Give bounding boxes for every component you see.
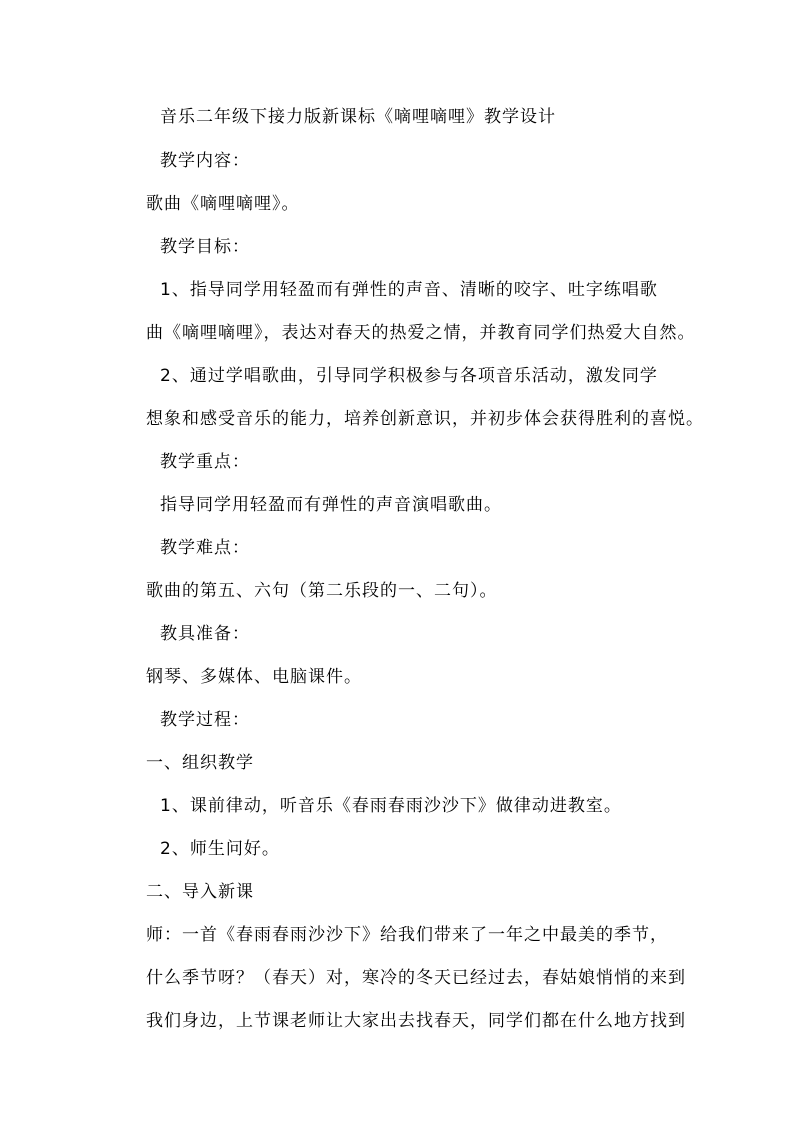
paragraph-line: 什么季节呀？（春天）对，寒冷的冬天已经过去，春姑娘悄悄的来到: [146, 968, 686, 988]
paragraph-line: 师：一首《春雨春雨沙沙下》给我们带来了一年之中最美的季节，: [146, 925, 668, 945]
paragraph-line: 1、课前律动，听音乐《春雨春雨沙沙下》做律动进教室。: [160, 796, 622, 816]
paragraph-line: 歌曲《嘀哩嘀哩》。: [146, 194, 300, 214]
section-heading: 一、组织教学: [146, 753, 254, 773]
section-heading: 二、导入新课: [146, 882, 254, 902]
section-heading: 教学目标：: [160, 237, 250, 257]
section-heading: 教学过程：: [160, 710, 250, 730]
paragraph-line: 2、通过学唱歌曲，引导同学积极参与各项音乐活动，激发同学: [160, 366, 658, 386]
paragraph-line: 2、师生问好。: [160, 839, 280, 859]
paragraph-line: 钢琴、多媒体、电脑课件。: [146, 667, 362, 687]
paragraph-line: 我们身边，上节课老师让大家出去找春天，同学们都在什么地方找到: [146, 1011, 686, 1031]
section-heading: 教学重点：: [160, 452, 250, 472]
paragraph-line: 歌曲的第五、六句（第二乐段的一、二句）。: [146, 581, 498, 601]
paragraph-line: 指导同学用轻盈而有弹性的声音演唱歌曲。: [160, 495, 502, 515]
paragraph-line: 曲《嘀哩嘀哩》，表达对春天的热爱之情，并教育同学们热爱大自然。: [146, 323, 696, 343]
section-heading: 教具准备：: [160, 624, 250, 644]
section-heading: 教学内容：: [160, 151, 250, 171]
paragraph-line: 想象和感受音乐的能力，培养创新意识，并初步体会获得胜利的喜悦。: [146, 409, 704, 429]
section-heading: 教学难点：: [160, 538, 250, 558]
paragraph-line: 1、指导同学用轻盈而有弹性的声音、清晰的咬字、吐字练唱歌: [160, 280, 658, 300]
document-title: 音乐二年级下接力版新课标《嘀哩嘀哩》教学设计: [160, 107, 556, 127]
